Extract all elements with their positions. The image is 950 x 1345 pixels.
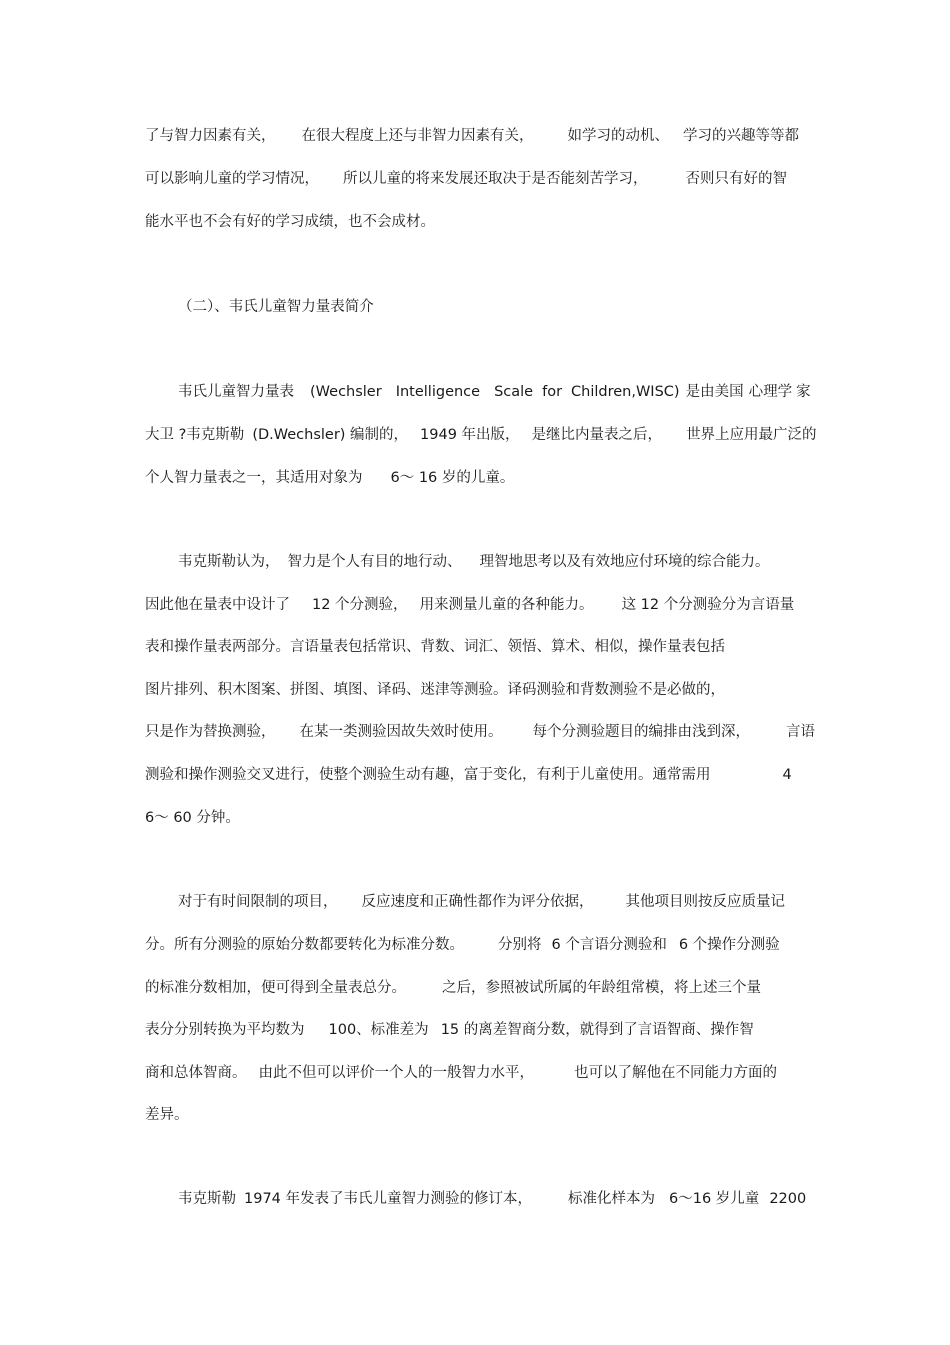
text-line: 分。所有分测验的原始分数都要转化为标准分数。 分别将 6 个言语分测验和 6 个操作分测验 xyxy=(145,937,780,953)
text-line: 对于有时间限制的项目， 反应速度和正确性都作为评分依据， 其他项目则按反应质量记 xyxy=(178,894,785,910)
text-line: 能水平也不会有好的学习成绩，也不会成材。 xyxy=(145,214,435,230)
text-line: 只是作为替换测验， 在某一类测验因故失效时使用。 每个分测验题目的编排由浅到深， 言语 xyxy=(145,724,815,740)
text-line: 差异。 xyxy=(145,1107,189,1123)
text-line: 可以影响儿童的学习情况， 所以儿童的将来发展还取决于是否能刻苦学习， 否则只有好的智 xyxy=(145,171,787,187)
text-line: 韦克斯勒认为， 智力是个人有目的地行动、 理智地思考以及有效地应付环境的综合能力。 xyxy=(178,554,770,570)
text-line: 表分分别转换为平均数为 100、标准差为 15 的离差智商分数，就得到了言语智商、操作智 xyxy=(145,1022,754,1038)
text-line: 测验和操作测验交叉进行，使整个测验生动有趣，富于变化，有利于儿童使用。通常需用 4 xyxy=(145,767,792,783)
text-line: 了与智力因素有关， 在很大程度上还与非智力因素有关， 如学习的动机、 学习的兴趣等等都 xyxy=(145,128,799,144)
text-line: 因此他在量表中设计了 12 个分测验， 用来测量儿童的各种能力。 这 12 个分测验分为言语量 xyxy=(145,597,795,613)
text-line: 的标准分数相加，便可得到全量表总分。 之后，参照被试所属的年龄组常模，将上述三个量 xyxy=(145,980,761,996)
text-line: 商和总体智商。 由此不但可以评价一个人的一般智力水平， 也可以了解他在不同能力方面的 xyxy=(145,1065,777,1081)
text-line: 韦氏儿童智力量表 (Wechsler Intelligence Scale for Children,WISC) 是由美国 心理学 家 xyxy=(178,384,811,400)
text-line: 图片排列、积木图案、拼图、填图、译码、迷津等测验。译码测验和背数测验不是必做的， xyxy=(145,682,725,698)
text-line: 个人智力量表之一，其适用对象为 6～ 16 岁的儿童。 xyxy=(145,470,515,486)
text-line: 韦克斯勒 1974 年发表了韦氏儿童智力测验的修订本， 标准化样本为 6～16 岁儿童 2200 xyxy=(178,1191,807,1207)
text-line: 表和操作量表两部分。言语量表包括常识、背数、词汇、领悟、算术、相似，操作量表包括 xyxy=(145,639,725,655)
text-line: 大卫 ?韦克斯勒 (D.Wechsler) 编制的， 1949 年出版， 是继比内量表之后， 世界上应用最广泛的 xyxy=(145,427,817,443)
section-heading: （二）、韦氏儿童智力量表简介 xyxy=(178,299,374,315)
text-line: 6～ 60 分钟。 xyxy=(145,810,240,826)
